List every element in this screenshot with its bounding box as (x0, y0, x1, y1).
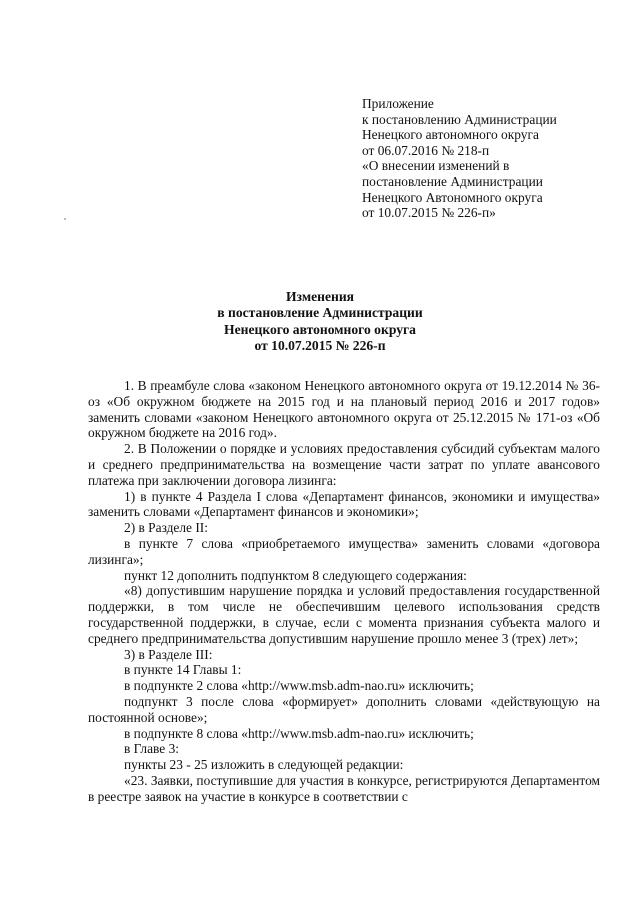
body-paragraph: подпункт 3 после слова «формирует» дополнить словами «действующую на постоянной основе»; (88, 693, 600, 725)
scan-artifact (64, 218, 66, 220)
document-body (88, 378, 600, 805)
body-paragraph: пункты 23 - 25 изложить в следующей редакции: (124, 757, 404, 773)
body-paragraph: в подпункте 2 слова «http://www.msb.adm-nao.ru» исключить; (124, 678, 474, 694)
body-paragraph: 2) в Разделе II: (124, 520, 208, 536)
document-title (0, 289, 640, 355)
appendix-line: от 06.07.2016 № 218-п (362, 142, 490, 158)
title-line: Изменения (285, 289, 355, 304)
body-paragraph: в пункте 14 Главы 1: (124, 662, 242, 678)
title-line: от 10.07.2015 № 226-п (254, 338, 386, 354)
appendix-line: постановление Администрации (362, 173, 543, 189)
body-paragraph: 2. В Положении о порядке и условиях предоставления субсидий субъектам малого и среднего предпринимательства на возмещение части затрат по уплате авансового платежа при заключении договора лизинга: (88, 441, 600, 488)
body-paragraph: 3) в Разделе III: (124, 646, 213, 662)
appendix-line: к постановлению Администрации (362, 111, 557, 127)
appendix-line: «О внесении изменений в (362, 158, 510, 174)
appendix-line: от 10.07.2015 № 226-п» (362, 205, 496, 221)
appendix-line: Ненецкого Автономного округа (362, 189, 543, 205)
body-paragraph: «8) допустившим нарушение порядка и условий предоставления государственной поддержки, в том числе не обеспечившим целевого использования средств государственной поддержки, в случае, если с момента признания субъекта малого и среднего предпринимательства допустившим нарушение прошло менее 3 (трех) лет»; (88, 583, 600, 646)
body-paragraph: 1. В преамбуле слова «законом Ненецкого автономного округа от 19.12.2014 № 36-оз «Об окружном бюджете на 2015 год и на плановый период 2016 и 2017 годов» заменить словами «законом Ненецкого автономного округа от 25.12.2015 № 171-оз «Об окружном бюджете на 2016 год». (88, 378, 600, 441)
body-paragraph: 1) в пункте 4 Раздела I слова «Департамент финансов, экономики и имущества» заменить словами «Департамент финансов и экономики»; (88, 488, 600, 520)
title-line: в постановление Администрации (217, 305, 423, 321)
title-line: Ненецкого автономного округа (224, 321, 416, 337)
body-paragraph: в пункте 7 слова «приобретаемого имущества» заменить словами «договора лизинга»; (88, 535, 600, 567)
appendix-line: Ненецкого автономного округа (362, 127, 539, 143)
body-paragraph: «23. Заявки, поступившие для участия в конкурсе, регистрируются Департаментом в реестре заявок на участие в конкурсе в соответствии с (88, 772, 600, 804)
appendix-header (362, 96, 612, 221)
body-paragraph: в Главе 3: (124, 741, 179, 757)
body-paragraph: пункт 12 дополнить подпунктом 8 следующего содержания: (124, 567, 467, 583)
body-paragraph: в подпункте 8 слова «http://www.msb.adm-nao.ru» исключить; (124, 725, 474, 741)
appendix-line: Приложение (362, 96, 434, 111)
